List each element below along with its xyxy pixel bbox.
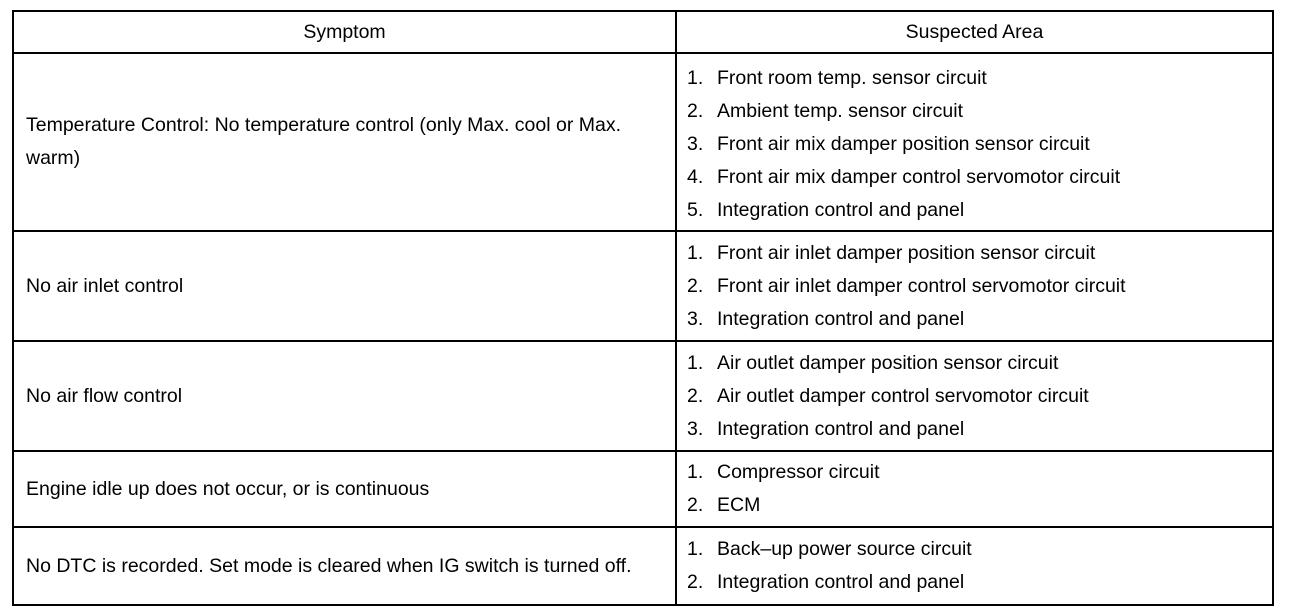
- list-number: 2.: [687, 571, 704, 593]
- list-item: [687, 194, 1272, 227]
- suspected-area-cell: [676, 231, 1273, 341]
- list-item: [687, 380, 1272, 413]
- suspected-area-list: [687, 347, 1272, 446]
- list-text: Integration control and panel: [717, 417, 965, 440]
- list-text: Back–up power source circuit: [717, 538, 972, 560]
- list-item: [687, 456, 1272, 489]
- list-item: [687, 161, 1272, 194]
- troubleshooting-table-wrapper: [12, 10, 1274, 606]
- list-item: [687, 270, 1272, 303]
- list-number: 1.: [687, 461, 704, 483]
- list-number: 1.: [687, 241, 704, 264]
- suspected-area-cell: [676, 341, 1273, 451]
- list-item: [687, 413, 1272, 446]
- list-text: Air outlet damper control servomotor circuit: [717, 384, 1089, 407]
- suspected-area-list: [687, 456, 1272, 522]
- suspected-area-list: [687, 62, 1272, 227]
- list-text: Compressor circuit: [717, 461, 880, 483]
- suspected-area-cell: [676, 527, 1273, 605]
- list-number: 2.: [687, 384, 704, 407]
- symptom-table: [12, 10, 1274, 606]
- symptom-cell: No air flow control: [13, 341, 676, 451]
- list-number: 2.: [687, 274, 704, 297]
- list-text: Integration control and panel: [717, 198, 965, 221]
- list-text: ECM: [717, 494, 761, 516]
- list-text: Front air inlet damper control servomotor circuit: [717, 274, 1126, 297]
- list-text: Front air mix damper position sensor circuit: [717, 132, 1090, 155]
- symptom-cell: No DTC is recorded. Set mode is cleared when IG switch is turned off.: [13, 527, 676, 605]
- header-symptom: Symptom: [13, 11, 676, 53]
- list-item: [687, 303, 1272, 336]
- suspected-area-cell: [676, 53, 1273, 231]
- list-item: [687, 62, 1272, 95]
- symptom-cell: Engine idle up does not occur, or is continuous: [13, 451, 676, 527]
- list-text: Front room temp. sensor circuit: [717, 66, 987, 89]
- list-item: [687, 347, 1272, 380]
- list-number: 1.: [687, 538, 704, 560]
- list-text: Front air mix damper control servomotor circuit: [717, 165, 1121, 188]
- list-number: 1.: [687, 66, 704, 89]
- list-item: [687, 489, 1272, 522]
- header-suspected-area: Suspected Area: [676, 11, 1273, 53]
- table-row: [13, 451, 1273, 527]
- list-number: 2.: [687, 99, 704, 122]
- list-number: 3.: [687, 307, 704, 330]
- list-number: 2.: [687, 494, 704, 516]
- list-text: Front air inlet damper position sensor circuit: [717, 241, 1096, 264]
- suspected-area-list: [687, 533, 1272, 599]
- table-row: [13, 53, 1273, 231]
- list-number: 3.: [687, 132, 704, 155]
- table-row: [13, 231, 1273, 341]
- table-row: [13, 341, 1273, 451]
- suspected-area-list: [687, 237, 1272, 336]
- list-item: [687, 237, 1272, 270]
- list-text: Air outlet damper position sensor circuit: [717, 351, 1059, 374]
- list-item: [687, 533, 1272, 566]
- table-row: [13, 527, 1273, 605]
- list-number: 5.: [687, 198, 704, 221]
- list-text: Integration control and panel: [717, 307, 965, 330]
- symptom-cell: Temperature Control: No temperature control (only Max. cool or Max. warm): [13, 53, 676, 231]
- list-item: [687, 95, 1272, 128]
- list-text: Ambient temp. sensor circuit: [717, 99, 964, 122]
- symptom-cell: No air inlet control: [13, 231, 676, 341]
- list-number: 3.: [687, 417, 704, 440]
- list-text: Integration control and panel: [717, 571, 965, 593]
- table-header-row: [13, 11, 1273, 53]
- list-number: 4.: [687, 165, 704, 188]
- list-number: 1.: [687, 351, 704, 374]
- suspected-area-cell: [676, 451, 1273, 527]
- list-item: [687, 566, 1272, 599]
- list-item: [687, 128, 1272, 161]
